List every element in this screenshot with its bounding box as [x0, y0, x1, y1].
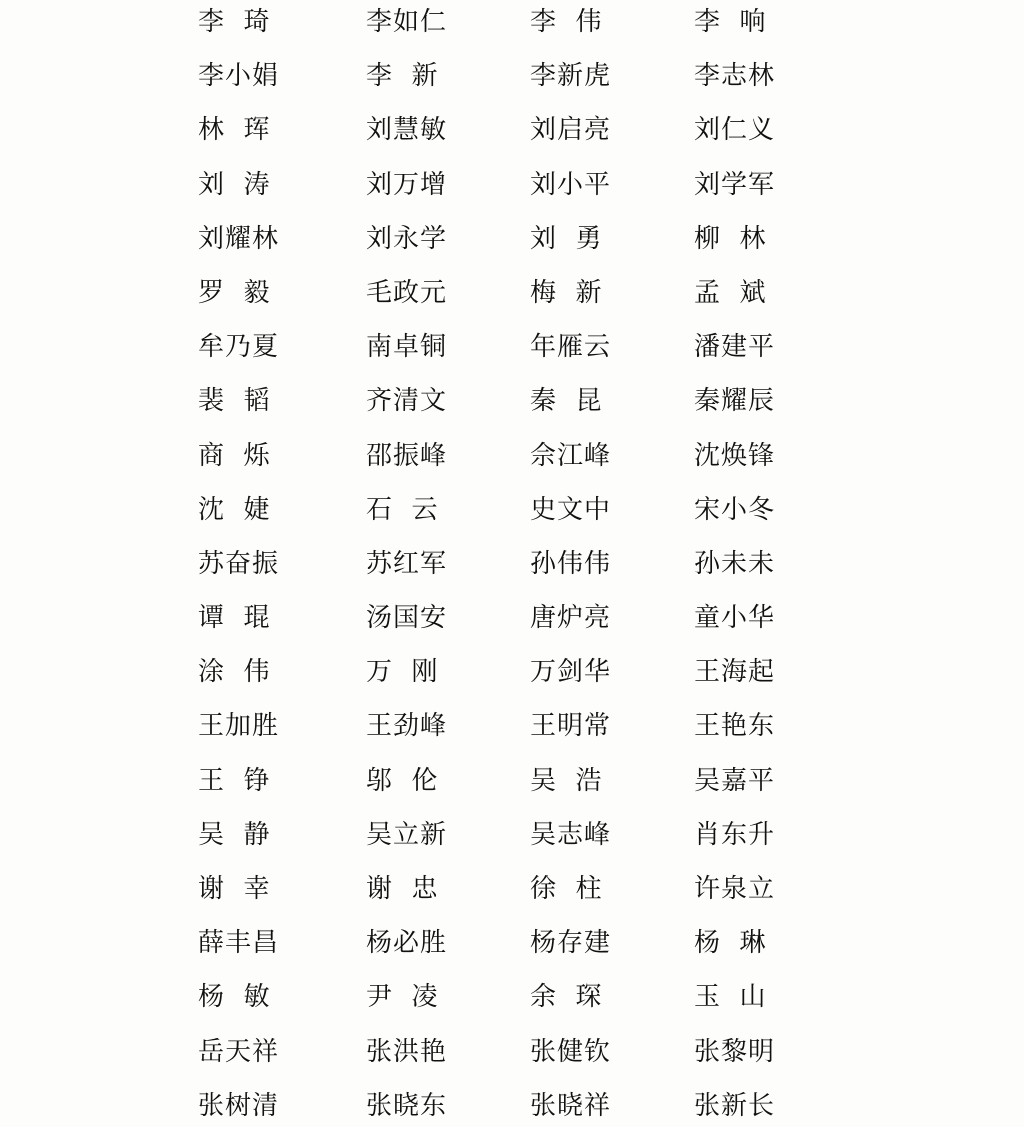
- person-name: 刘学军: [694, 169, 776, 200]
- name-row: [198, 596, 798, 650]
- person-name: 李新虎: [530, 61, 612, 92]
- person-name: 张晓东: [366, 1090, 448, 1121]
- person-name: 杨 琳: [694, 928, 767, 959]
- person-name: 岳天祥: [198, 1036, 280, 1067]
- person-name: 沈 婕: [198, 494, 271, 525]
- name-row: [198, 759, 798, 813]
- person-name: 杨必胜: [366, 928, 448, 959]
- person-name: 张树清: [198, 1090, 280, 1121]
- person-name: 林 珲: [198, 115, 271, 146]
- person-name: 李 响: [694, 7, 767, 37]
- person-name: 沈焕锋: [694, 440, 776, 471]
- person-name: 秦 昆: [530, 386, 603, 417]
- person-name: 史文中: [530, 494, 612, 525]
- name-row: [198, 108, 798, 162]
- person-name: 邬 伦: [366, 765, 439, 796]
- person-name: 李 新: [366, 61, 439, 92]
- person-name: 刘 涛: [198, 169, 271, 200]
- person-name: 张新长: [694, 1090, 776, 1121]
- person-name: 王劲峰: [366, 711, 448, 742]
- person-name: 罗 毅: [198, 277, 271, 308]
- person-name: 李志林: [694, 61, 776, 92]
- person-name: 张晓祥: [530, 1090, 612, 1121]
- person-name: 吴志峰: [530, 819, 612, 850]
- person-name: 尹 凌: [366, 982, 439, 1013]
- person-name: 张洪艳: [366, 1036, 448, 1067]
- name-row: [198, 271, 798, 325]
- person-name: 王艳东: [694, 711, 776, 742]
- person-name: 汤国安: [366, 603, 448, 634]
- person-name: 吴 静: [198, 819, 271, 850]
- name-row: [198, 704, 798, 758]
- person-name: 孟 斌: [694, 277, 767, 308]
- person-name: 刘小平: [530, 169, 612, 200]
- name-row: [198, 217, 798, 271]
- person-name: 吴 浩: [530, 765, 603, 796]
- person-name: 万剑华: [530, 657, 612, 688]
- name-row: [198, 650, 798, 704]
- name-row: [198, 325, 798, 379]
- person-name: 苏红军: [366, 548, 448, 579]
- name-list: [198, 0, 798, 1138]
- name-row: [198, 1030, 798, 1084]
- person-name: 刘慧敏: [366, 115, 448, 146]
- person-name: 王加胜: [198, 711, 280, 742]
- person-name: 刘万增: [366, 169, 448, 200]
- person-name: 谢 幸: [198, 874, 271, 904]
- person-name: 徐 柱: [530, 874, 603, 904]
- person-name: 佘江峰: [530, 440, 612, 471]
- person-name: 唐炉亮: [530, 603, 612, 634]
- person-name: 李 伟: [530, 7, 603, 37]
- person-name: 张黎明: [694, 1036, 776, 1067]
- person-name: 余 琛: [530, 982, 603, 1013]
- person-name: 牟乃夏: [198, 332, 280, 363]
- person-name: 吴嘉平: [694, 765, 776, 796]
- person-name: 肖东升: [694, 819, 776, 850]
- name-row: [198, 54, 798, 108]
- person-name: 王海起: [694, 657, 776, 688]
- name-row: [198, 0, 798, 54]
- person-name: 刘 勇: [530, 223, 603, 254]
- person-name: 李小娟: [198, 61, 280, 92]
- person-name: 邵振峰: [366, 440, 448, 471]
- person-name: 谢 忠: [366, 874, 439, 904]
- person-name: 吴立新: [366, 819, 448, 850]
- person-name: 万 刚: [366, 657, 439, 688]
- person-name: 杨存建: [530, 928, 612, 959]
- person-name: 毛政元: [366, 277, 448, 308]
- name-row: [198, 379, 798, 433]
- person-name: 王 铮: [198, 765, 271, 796]
- person-name: 谭 琨: [198, 603, 271, 634]
- person-name: 孙未未: [694, 548, 776, 579]
- person-name: 薛丰昌: [198, 928, 280, 959]
- person-name: 李 琦: [198, 7, 271, 37]
- person-name: 王明常: [530, 711, 612, 742]
- name-row: [198, 542, 798, 596]
- person-name: 刘耀林: [198, 223, 280, 254]
- person-name: 许泉立: [694, 874, 776, 904]
- name-row: [198, 867, 798, 921]
- name-row: [198, 813, 798, 867]
- person-name: 涂 伟: [198, 657, 271, 688]
- person-name: 刘启亮: [530, 115, 612, 146]
- person-name: 刘仁义: [694, 115, 776, 146]
- person-name: 张健钦: [530, 1036, 612, 1067]
- person-name: 孙伟伟: [530, 548, 612, 579]
- person-name: 年雁云: [530, 332, 612, 363]
- person-name: 杨 敏: [198, 982, 271, 1013]
- person-name: 刘永学: [366, 223, 448, 254]
- person-name: 秦耀辰: [694, 386, 776, 417]
- name-row: [198, 163, 798, 217]
- person-name: 玉 山: [694, 982, 767, 1013]
- person-name: 梅 新: [530, 277, 603, 308]
- person-name: 南卓铜: [366, 332, 448, 363]
- name-row: [198, 921, 798, 975]
- person-name: 苏奋振: [198, 548, 280, 579]
- person-name: 宋小冬: [694, 494, 776, 525]
- person-name: 裴 韬: [198, 386, 271, 417]
- name-row: [198, 488, 798, 542]
- name-row: [198, 975, 798, 1029]
- person-name: 商 烁: [198, 440, 271, 471]
- person-name: 柳 林: [694, 223, 767, 254]
- name-row: [198, 434, 798, 488]
- name-row: [198, 1084, 798, 1138]
- person-name: 李如仁: [366, 7, 448, 37]
- person-name: 石 云: [366, 494, 439, 525]
- person-name: 齐清文: [366, 386, 448, 417]
- person-name: 潘建平: [694, 332, 776, 363]
- person-name: 童小华: [694, 603, 776, 634]
